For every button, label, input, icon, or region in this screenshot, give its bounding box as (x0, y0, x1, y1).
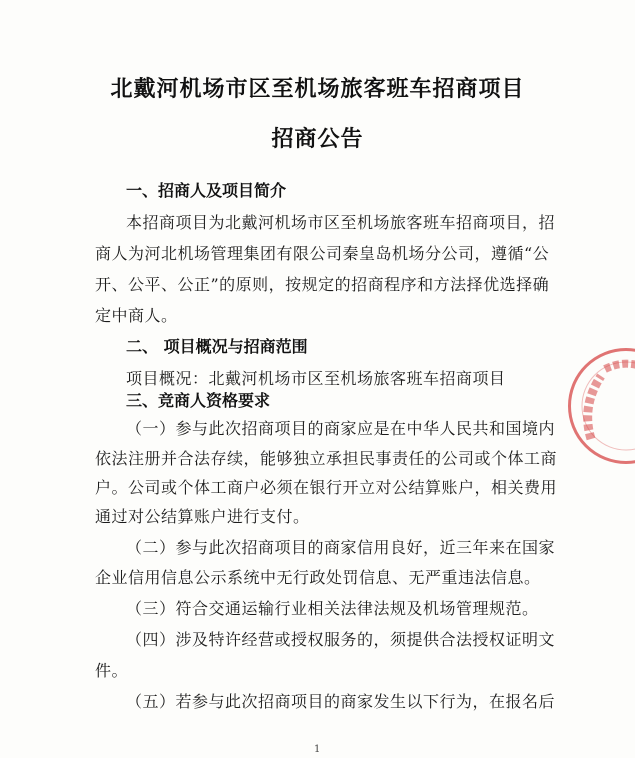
paragraph-line: （四）涉及特许经营或授权服务的，须提供合法授权证明文 (126, 630, 556, 649)
paragraph-line: （二）参与此次招商项目的商家信用良好，近三年来在国家 (126, 538, 556, 557)
paragraph-line: 开、公平、公正”的原则，按规定的招商程序和方法择优选择确 (95, 275, 550, 294)
document-title: 北戴河机场市区至机场旅客班车招商项目 (110, 77, 525, 102)
paragraph-line: （五）若参与此次招商项目的商家发生以下行为，在报名后 (126, 692, 556, 711)
section-2-heading: 二、 项目概况与招商范围 (126, 337, 308, 356)
paragraph-line: 定中商人。 (95, 306, 178, 325)
official-seal-stamp (568, 348, 635, 464)
paragraph-line: 通过对公结算账户进行支付。 (95, 507, 310, 526)
paragraph-line: （三）符合交通运输行业相关法律法规及机场管理规范。 (126, 599, 539, 618)
seal-arc-graphic (571, 351, 635, 461)
paragraph-line: （一）参与此次招商项目的商家应是在中华人民共和国境内 (126, 419, 556, 438)
page-number: 1 (314, 744, 321, 755)
paragraph-line: 项目概况：北戴河机场市区至机场旅客班车招商项目 (126, 369, 506, 388)
paragraph-line: 企业信用信息公示系统中无行政处罚信息、无严重违法信息。 (95, 568, 541, 587)
section-3-heading: 三、竞商人资格要求 (126, 391, 271, 410)
paragraph-line: 依法注册并合法存续，能够独立承担民事责任的公司或个体工商 (95, 449, 558, 468)
paragraph-line: 本招商项目为北戴河机场市区至机场旅客班车招商项目，招 (126, 213, 556, 232)
paragraph-line: 商人为河北机场管理集团有限公司秦皇岛机场分公司，遵循“公 (95, 244, 550, 263)
paragraph-line: 户。公司或个体工商户必须在银行开立对公结算账户，相关费用 (95, 478, 558, 497)
paragraph-line: 件。 (95, 661, 129, 680)
section-1-heading: 一、招商人及项目简介 (126, 181, 287, 200)
document-subtitle: 招商公告 (271, 127, 364, 152)
